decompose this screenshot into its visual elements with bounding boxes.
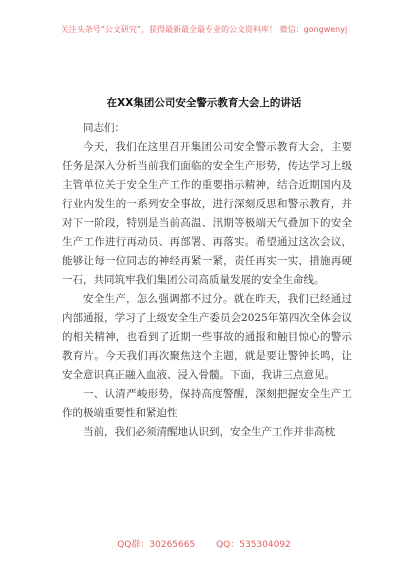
paragraph-1: 今天，我们在这里召开集团公司安全警示教育大会，主要任务是深入分析当前我们面临的安全生产形势，传达学习上级主管单位关于安全生产工作的重要指示精神，结合近期国内及行业内发生的一系列安全事故，进行深刻反思和警示教育，并对下一阶段，特别是当前高温、汛期等极端天气叠加下的安全生产工作进行再动员、再部署、再落实。希望通过这次会议，能够让每一位同志的神经再紧一紧，责任再实一实，措施再硬一石，共同筑牢我们集团公司高质量发展的安全生命线。 (62, 141, 352, 286)
document-body (62, 119, 352, 442)
footer-qq-number: QQ：535304092 (216, 540, 291, 550)
footer-contact (0, 537, 408, 550)
footer-qq-group: QQ群：30265665 (117, 540, 196, 550)
salutation: 同志们： (83, 122, 125, 134)
paragraph-3: 当前，我们必须清醒地认识到，安全生产工作并非高枕 (83, 426, 335, 438)
header-banner: 关注头条号“公文研究”，获得最新最全最专业的公文资料库！ 微信：gongwenyj (60, 25, 348, 34)
section-heading-1: 一、认清严峻形势，保持高度警醒，深刻把握安全生产工作的极端重要性和紧迫性 (62, 388, 352, 419)
paragraph-2: 安全生产，怎么强调都不过分。就在昨天，我们已经通过内部通报，学习了上级安全生产委员会2025年第四次全体会议的相关精神，也看到了近期一些事故的通报和触目惊心的警示教育片。今天我们再次聚焦这个主题，就是要让警钟长鸣，让安全意识真正融入血液、浸入骨髓。下面，我讲三点意见。 (62, 293, 352, 381)
document-title: 在XX集团公司安全警示教育大会上的讲话 (106, 97, 302, 109)
